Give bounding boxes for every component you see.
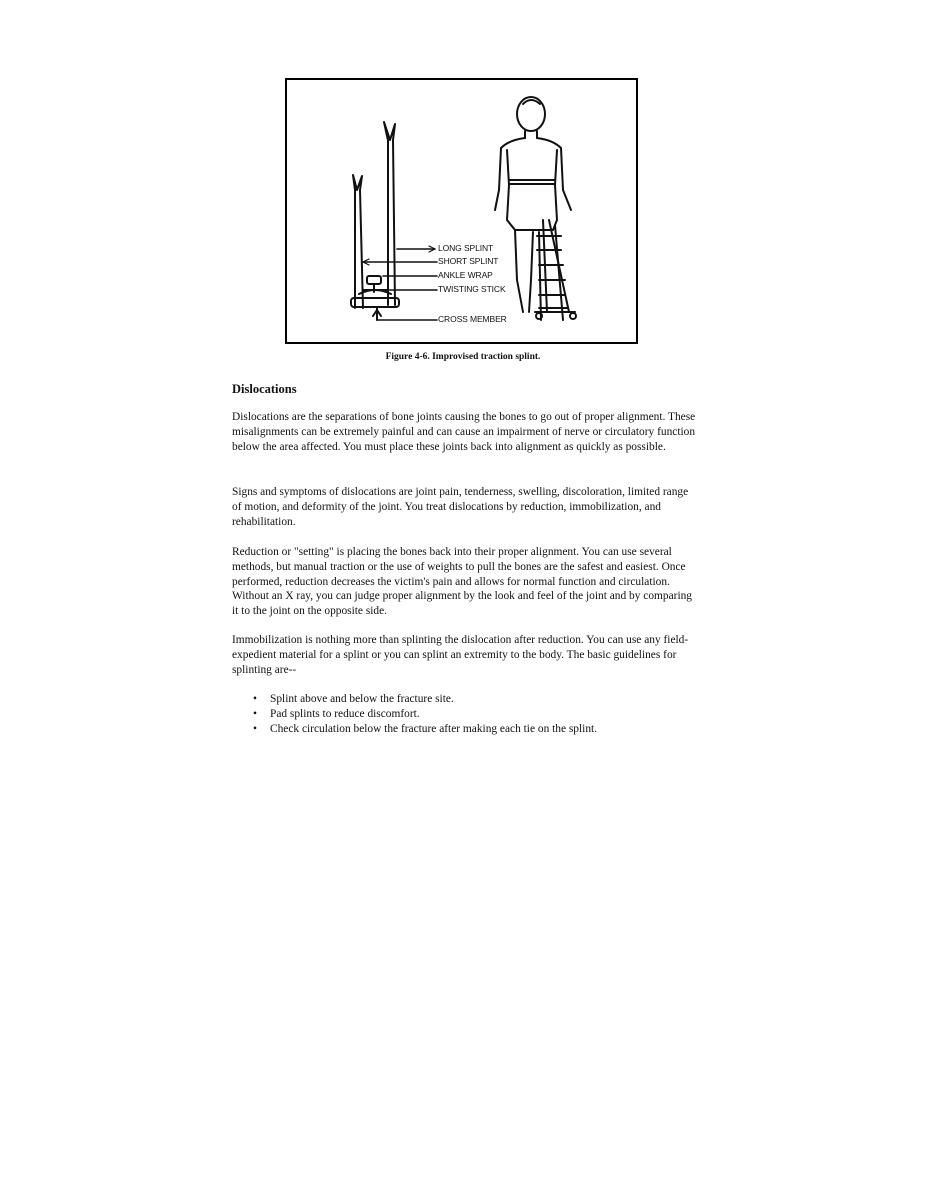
label-cross-member: CROSS MEMBER — [438, 314, 507, 324]
traction-splint-illustration — [287, 80, 636, 342]
bullet-icon: • — [253, 722, 257, 735]
paragraph-immobilization: Immobilization is nothing more than splinting the dislocation after reduction. You can use any field-expedient material for a splint or you can splint an extremity to the body. The basic guidelines for splinting are-- — [232, 634, 689, 676]
short-splint-shape — [353, 175, 363, 308]
bullet-icon: • — [253, 693, 257, 705]
long-splint-shape — [384, 122, 395, 305]
label-short-splint: SHORT SPLINT — [438, 256, 499, 266]
paragraph-dislocations-intro: Dislocations are the separations of bone joints causing the bones to go out of proper alignment. These misalignments can be extremely painful and can cause an impairment of nerve or circulatory function below the area affected. You must place these joints back into alignment as quickly as possible. — [232, 411, 696, 453]
figure-caption: Figure 4-6. Improvised traction splint. — [385, 352, 541, 362]
list-item: • Splint above and below the fracture site. — [253, 693, 454, 705]
list-item: • Pad splints to reduce discomfort. — [253, 707, 420, 720]
list-item: • Check circulation below the fracture after making each tie on the splint. — [253, 722, 598, 735]
bullet-icon: • — [253, 707, 257, 720]
paragraph-reduction: Reduction or "setting" is placing the bones back into their proper alignment. You can use several methods, but manual traction or the use of weights to pull the bones are the safest and easiest. Once performed, reduction decreases the victim's pain and allows for normal function and circulation. Without an X ray, you can judge proper alignment by the look and feel of the joint and by comparing it to the joint on the opposite side. — [232, 546, 692, 618]
paragraph-signs-symptoms: Signs and symptoms of dislocations are joint pain, tenderness, swelling, discoloration, limited range of motion, and deformity of the joint. You treat dislocations by reduction, immobilization, and rehabilitation. — [232, 486, 689, 528]
label-twisting-stick: TWISTING STICK — [438, 284, 506, 294]
label-long-splint: LONG SPLINT — [438, 243, 494, 253]
figure-frame — [285, 78, 638, 344]
splinting-guidelines-list — [253, 692, 597, 736]
label-ankle-wrap: ANKLE WRAP — [438, 270, 493, 280]
section-heading: Dislocations — [232, 382, 297, 396]
